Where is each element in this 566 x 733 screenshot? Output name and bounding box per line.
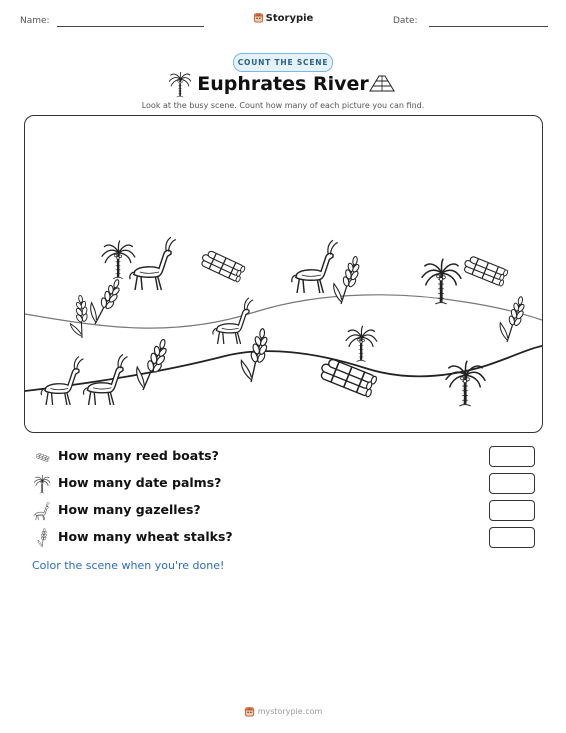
- brand: [0, 11, 566, 24]
- reed-boat-icon: [32, 447, 52, 467]
- answer-box-date-palms[interactable]: [489, 473, 535, 494]
- question-row: [32, 528, 532, 548]
- question-text: How many wheat stalks?: [58, 529, 233, 544]
- scene-panel: [24, 115, 543, 433]
- question-text: How many gazelles?: [58, 502, 201, 517]
- date-line[interactable]: [429, 26, 548, 27]
- wheat-stalk: [132, 335, 171, 394]
- footer-url: mystorypie.com: [257, 707, 323, 716]
- reed-boat: [462, 255, 508, 287]
- reed-boat: [199, 249, 245, 283]
- footer: [0, 705, 566, 717]
- question-row: [32, 474, 532, 494]
- date-palm: [346, 326, 377, 361]
- storypie-logo-icon: [244, 705, 255, 717]
- wheat-stalk: [497, 294, 527, 344]
- question-text: How many date palms?: [58, 475, 222, 490]
- date-palm: [102, 241, 135, 279]
- gazelle: [130, 237, 176, 290]
- wheat-stalk: [85, 274, 124, 328]
- question-row: [32, 501, 532, 521]
- wheat-stalk-icon: [32, 528, 52, 548]
- brand-name: Storypie: [265, 13, 314, 24]
- question-text: How many reed boats?: [58, 448, 219, 463]
- page-title: Euphrates River: [197, 73, 369, 95]
- date-palm-icon: [32, 474, 52, 494]
- gazelle-icon: [32, 501, 52, 521]
- wheat-stalk: [66, 294, 93, 339]
- name-line[interactable]: [57, 26, 204, 27]
- color-note: Color the scene when you're done!: [32, 559, 225, 572]
- gazelle: [292, 240, 338, 293]
- count-the-scene-badge: COUNT THE SCENE: [233, 53, 333, 72]
- storypie-logo-icon: [253, 11, 264, 23]
- answer-box-reed-boats[interactable]: [489, 446, 535, 467]
- answer-box-wheat-stalks[interactable]: [489, 527, 535, 548]
- wheat-stalk: [240, 327, 270, 383]
- instructions: Look at the busy scene. Count how many of each picture you can find.: [141, 101, 425, 110]
- answer-box-gazelles[interactable]: [489, 500, 535, 521]
- gazelle: [41, 357, 83, 405]
- wheat-stalk: [331, 254, 362, 307]
- question-row: [32, 447, 532, 467]
- name-label: Name:: [20, 16, 50, 26]
- date-label: Date:: [393, 16, 418, 26]
- ziggurat-icon: [369, 74, 395, 94]
